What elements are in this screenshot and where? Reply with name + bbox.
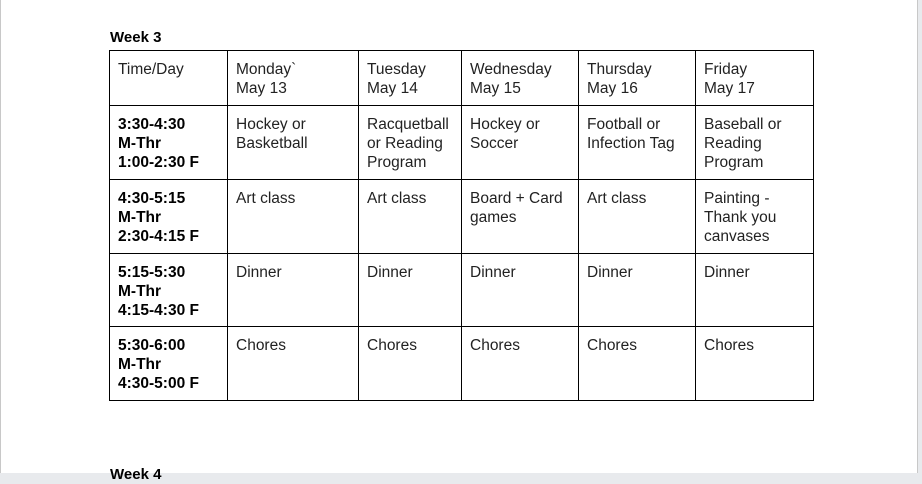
header-cell-monday[interactable]: Monday` May 13 [228, 51, 359, 106]
activity-cell[interactable]: Racquetball or Reading Program [359, 106, 462, 180]
activity-cell[interactable]: Art class [579, 180, 696, 254]
table-row [110, 180, 814, 254]
header-cell-tuesday[interactable]: Tuesday May 14 [359, 51, 462, 106]
table-row [110, 254, 814, 327]
activity-cell[interactable]: Dinner [579, 254, 696, 327]
activity-cell[interactable]: Painting - Thank you canvases [696, 180, 814, 254]
activity-cell[interactable]: Chores [579, 327, 696, 401]
table-row [110, 327, 814, 401]
header-cell-friday[interactable]: Friday May 17 [696, 51, 814, 106]
schedule-table [109, 50, 814, 401]
activity-cell[interactable]: Dinner [696, 254, 814, 327]
activity-cell[interactable]: Art class [228, 180, 359, 254]
activity-cell[interactable]: Chores [228, 327, 359, 401]
time-cell[interactable]: 5:15-5:30 M-Thr 4:15-4:30 F [110, 254, 228, 327]
activity-cell[interactable]: Board + Card games [462, 180, 579, 254]
time-cell[interactable]: 3:30-4:30 M-Thr 1:00-2:30 F [110, 106, 228, 180]
activity-cell[interactable]: Art class [359, 180, 462, 254]
activity-cell[interactable]: Chores [359, 327, 462, 401]
activity-cell[interactable]: Dinner [228, 254, 359, 327]
activity-cell[interactable]: Chores [462, 327, 579, 401]
activity-cell[interactable]: Chores [696, 327, 814, 401]
time-cell[interactable]: 5:30-6:00 M-Thr 4:30-5:00 F [110, 327, 228, 401]
header-cell-thursday[interactable]: Thursday May 16 [579, 51, 696, 106]
time-cell[interactable]: 4:30-5:15 M-Thr 2:30-4:15 F [110, 180, 228, 254]
activity-cell[interactable]: Football or Infection Tag [579, 106, 696, 180]
header-cell-wednesday[interactable]: Wednesday May 15 [462, 51, 579, 106]
week-heading: Week 3 [110, 29, 162, 46]
table-row [110, 106, 814, 180]
activity-cell[interactable]: Baseball or Reading Program [696, 106, 814, 180]
header-cell-time-day[interactable]: Time/Day [110, 51, 228, 106]
activity-cell[interactable]: Dinner [462, 254, 579, 327]
activity-cell[interactable]: Hockey or Soccer [462, 106, 579, 180]
activity-cell[interactable]: Dinner [359, 254, 462, 327]
next-week-heading: Week 4 [110, 466, 162, 483]
activity-cell[interactable]: Hockey or Basketball [228, 106, 359, 180]
table-header-row [110, 51, 814, 106]
